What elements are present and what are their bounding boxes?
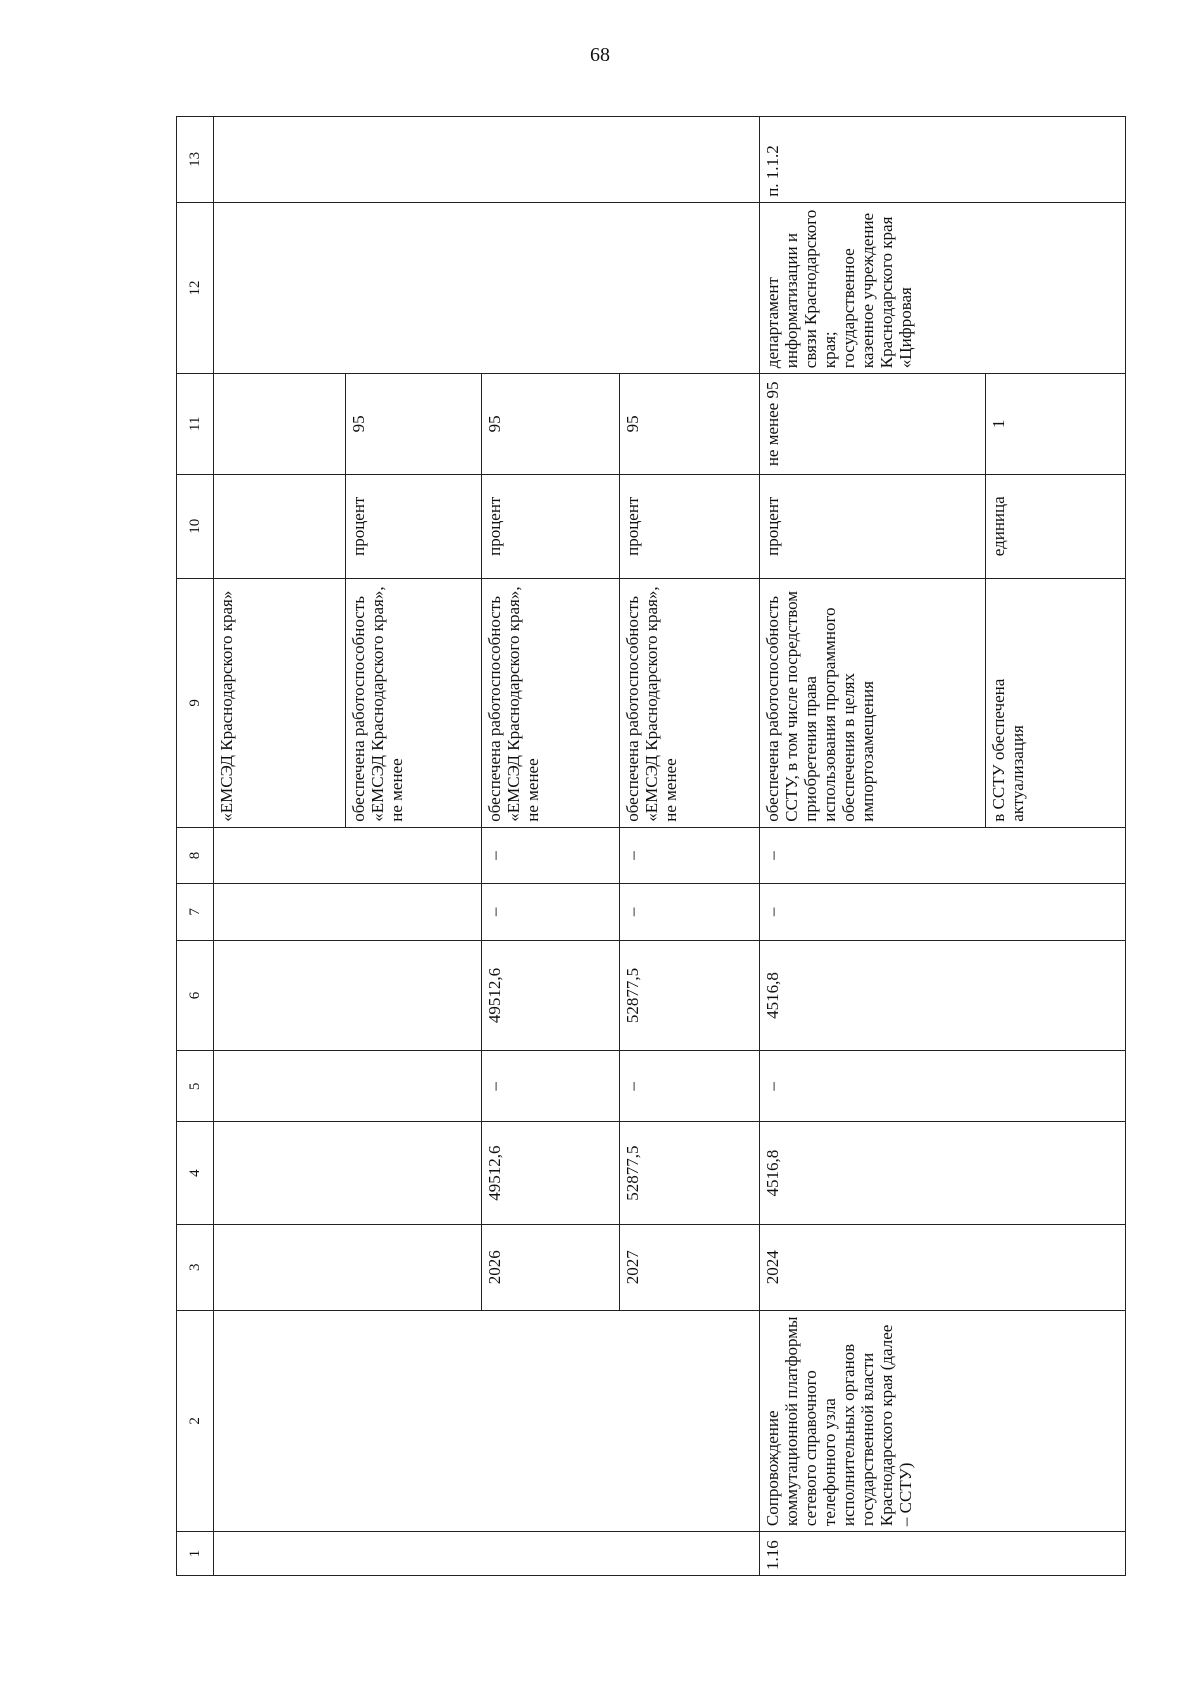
indicator-cell: «ЕМСЭД Краснодарского края»	[214, 579, 346, 828]
other-cell: –	[760, 827, 1126, 883]
reg-cell: 49512,6	[482, 940, 620, 1051]
indicator-cell: в ССТУ обеспечена актуализация	[986, 579, 1126, 828]
header-cell: 7	[177, 884, 214, 940]
program-table-rotated	[176, 116, 1124, 1576]
measure-name-cell: Сопровождение коммутационной платформы сетевого справочного телефонного узла исполнительных органов государственной власти Краснодарского края (далее – ССТУ)	[760, 1310, 1126, 1532]
executor-cell: департамент информатизации и связи Краснодарского края; государственное казенное учреждение Краснодарского края «Цифровая	[760, 202, 1126, 373]
other-cell: –	[482, 827, 620, 883]
fed-cell: –	[760, 1051, 1126, 1122]
indicator-cell: обеспечена работоспособность «ЕМСЭД Краснодарского края», не менее	[346, 579, 482, 828]
value-cell: 95	[620, 374, 760, 474]
value-cell: не менее 95	[760, 374, 986, 474]
header-cell: 11	[177, 374, 214, 474]
indicator-cell: обеспечена работоспособность ССТУ, в том числе посредством приобретения права использования программного обеспечения в целях импортозамещения	[760, 579, 986, 828]
header-cell: 13	[177, 117, 214, 203]
header-cell: 10	[177, 474, 214, 579]
unit-cell: единица	[986, 474, 1126, 579]
header-cell: 6	[177, 940, 214, 1051]
other-cell: –	[620, 827, 760, 883]
table-row	[214, 117, 346, 1576]
row-number-cell: 1.16	[760, 1532, 1126, 1576]
year-cell: 2027	[620, 1224, 760, 1310]
reg-cell: 52877,5	[620, 940, 760, 1051]
year-cell: 2026	[482, 1224, 620, 1310]
year-cell: 2024	[760, 1224, 1126, 1310]
page-number: 68	[590, 44, 610, 66]
value-cell: 95	[346, 374, 482, 474]
header-cell: 8	[177, 827, 214, 883]
local-cell: –	[760, 884, 1126, 940]
unit-cell: процент	[346, 474, 482, 579]
fed-cell: –	[620, 1051, 760, 1122]
local-cell: –	[482, 884, 620, 940]
fed-cell: –	[482, 1051, 620, 1122]
header-cell: 9	[177, 579, 214, 828]
unit-cell: процент	[482, 474, 620, 579]
header-cell: 5	[177, 1051, 214, 1122]
total-cell: 4516,8	[760, 1122, 1126, 1224]
reg-cell: 4516,8	[760, 940, 1126, 1051]
header-cell: 1	[177, 1532, 214, 1576]
indicator-cell: обеспечена работоспособность «ЕМСЭД Краснодарского края», не менее	[620, 579, 760, 828]
header-cell: 4	[177, 1122, 214, 1224]
header-cell: 3	[177, 1224, 214, 1310]
header-cell: 2	[177, 1310, 214, 1532]
unit-cell: процент	[760, 474, 986, 579]
unit-cell: процент	[620, 474, 760, 579]
program-table	[176, 116, 1126, 1576]
value-cell: 1	[986, 374, 1126, 474]
local-cell: –	[620, 884, 760, 940]
table-row	[760, 117, 986, 1576]
header-cell: 12	[177, 202, 214, 373]
header-row	[177, 117, 214, 1576]
indicator-cell: обеспечена работоспособность «ЕМСЭД Краснодарского края», не менее	[482, 579, 620, 828]
value-cell: 95	[482, 374, 620, 474]
reference-cell: п. 1.1.2	[760, 117, 1126, 203]
total-cell: 52877,5	[620, 1122, 760, 1224]
total-cell: 49512,6	[482, 1122, 620, 1224]
